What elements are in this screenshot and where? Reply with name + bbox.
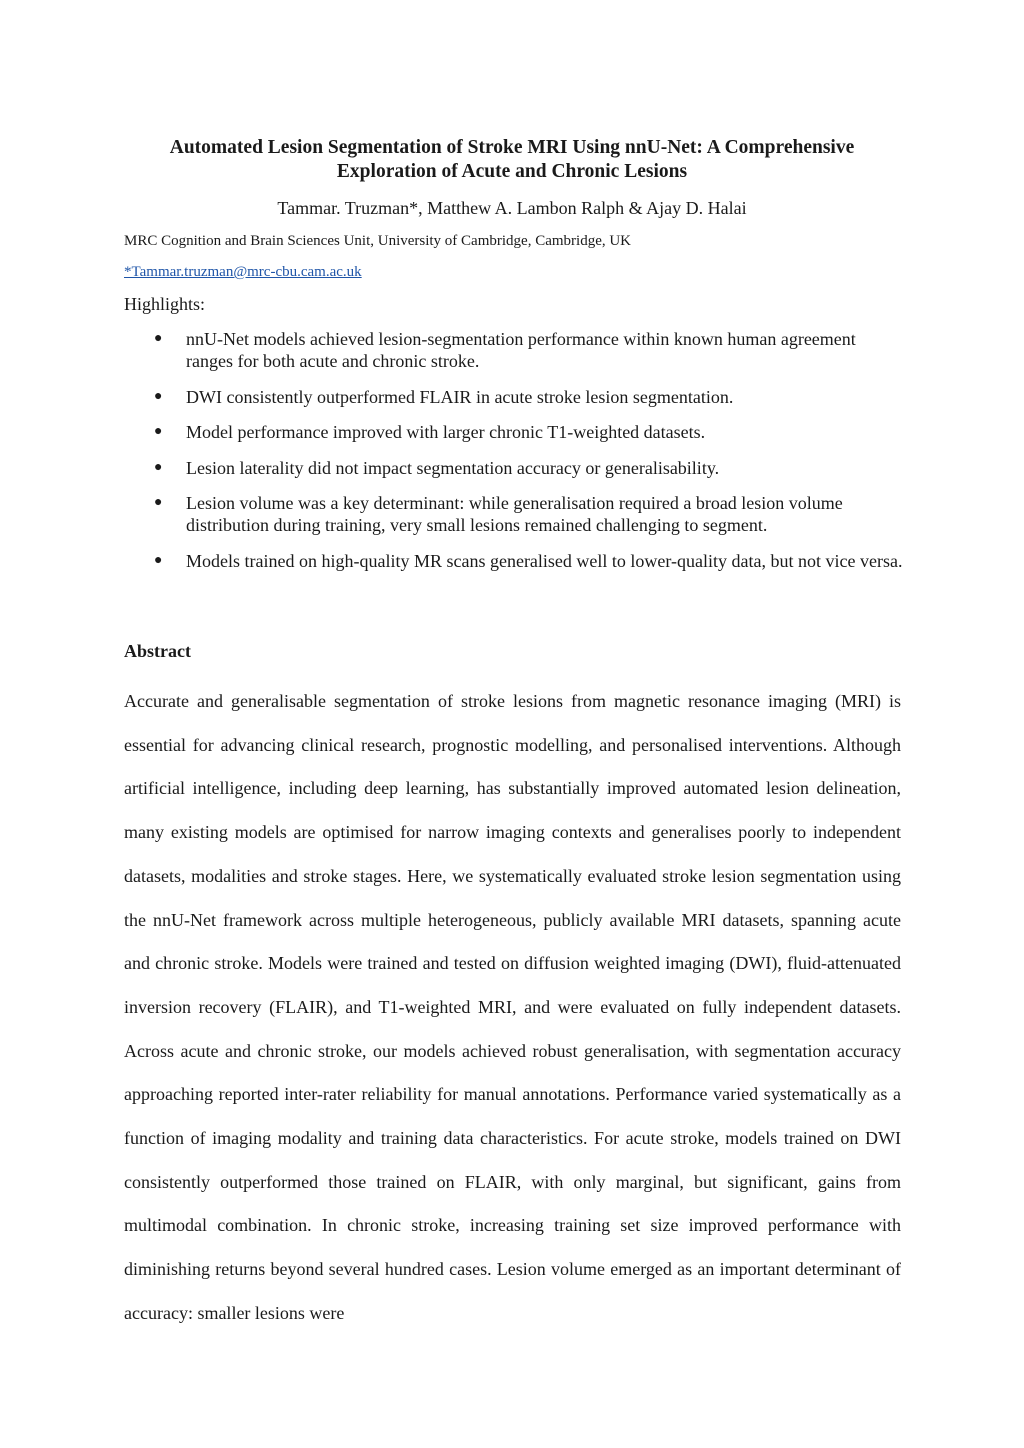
highlight-item: ● Lesion volume was a key determinant: while generalisation required a broad lesion volume distribution during training, very small lesions remained challenging to segment. [154,493,843,535]
highlight-item: ● Models trained on high-quality MR scans generalised well to lower-quality data, but not vice versa. [154,550,903,571]
bullet-icon: ● [154,459,163,475]
highlight-item: ● Lesion laterality did not impact segmentation accuracy or generalisability. [154,457,720,478]
highlights-list [124,328,904,585]
abstract-text: Accurate and generalisable segmentation of stroke lesions from magnetic resonance imaging (MRI) is essential for advancing clinical research, prognostic modelling, and personalised interventions. Although artificial intelligence, including deep learning, has substantially improved automated lesion delineation, many existing models are optimised for narrow imaging contexts and generalises poorly to independent datasets, modalities and stroke stages. Here, we systematically evaluated stroke lesion segmentation using the nnU-Net framework across multiple heterogeneous, publicly available MRI datasets, spanning acute and chronic stroke. Models were trained and tested on diffusion weighted imaging (DWI), fluid-attenuated inversion recovery (FLAIR), and T1-weighted MRI, and were evaluated on fully independent datasets. Across acute and chronic stroke, our models achieved robust generalisation, with segmentation accuracy approaching reported inter-rater reliability for manual annotations. Performance varied systematically as a function of imaging modality and training data characteristics. For acute stroke, models trained on DWI consistently outperformed those trained on FLAIR, with only marginal, but significant, gains from multimodal combination. In chronic stroke, increasing training set size improved performance with diminishing returns beyond several hundred cases. Lesion volume emerged as an important determinant of accuracy: smaller lesions were [124,691,901,1323]
paper-title: Automated Lesion Segmentation of Stroke MRI Using nnU-Net: A Comprehensive Exploration of Acute and Chronic Lesions [169,137,855,182]
highlight-item: ● nnU-Net models achieved lesion-segmentation performance within known human agreement ranges for both acute and chronic stroke. [154,329,856,371]
affiliation: MRC Cognition and Brain Sciences Unit, University of Cambridge, Cambridge, UK [124,233,632,249]
bullet-icon: ● [154,495,163,510]
bullet-icon: ● [154,424,163,439]
bullet-icon: ● [154,388,163,404]
bullet-icon: ● [154,552,163,568]
corresponding-email-link[interactable]: *Tammar.truzman@mrc-cbu.cam.ac.uk [124,264,362,280]
highlight-item: ● DWI consistently outperformed FLAIR in acute stroke lesion segmentation. [154,386,734,407]
author-list: Tammar. Truzman*, Matthew A. Lambon Ralph & Ajay D. Halai [277,198,747,218]
highlight-item: ● Model performance improved with larger chronic T1-weighted datasets. [154,422,706,442]
bullet-icon: ● [154,331,163,346]
highlights-label: Highlights: [124,294,206,314]
abstract-heading: Abstract [124,641,191,661]
